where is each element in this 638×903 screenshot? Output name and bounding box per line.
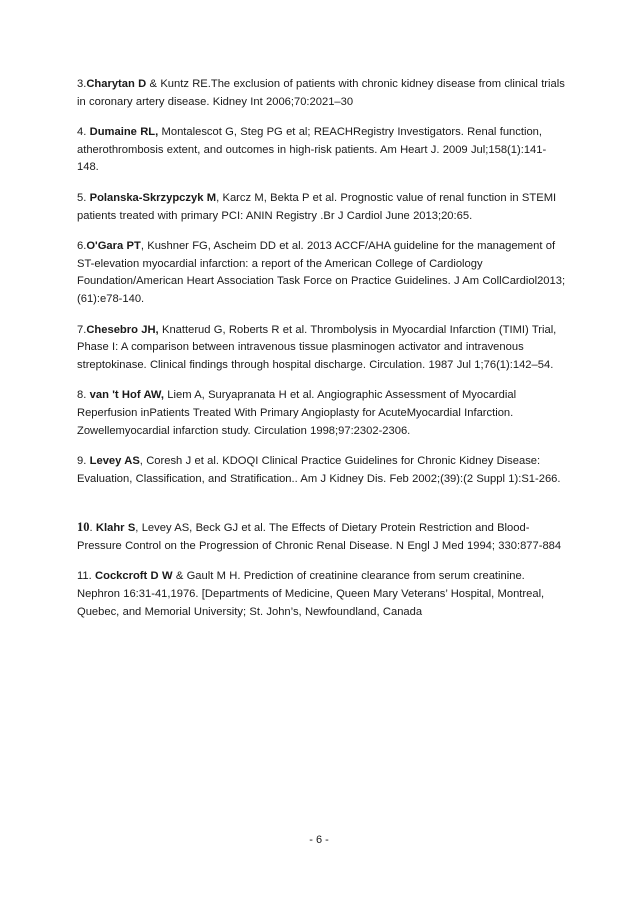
reference-number: 4. <box>77 126 90 139</box>
reference-authors: Klahr S <box>95 522 136 535</box>
reference-4 <box>77 124 567 177</box>
reference-authors: Dumaine RL, <box>89 126 159 139</box>
reference-text: , Coresh J et al. KDOQI Clinical Practice Guidelines for Chronic Kidney Disease: Evaluation, Classification, and Stratification.. Am J Kidney Dis. Feb 2002;(39):(2 Suppl 1):S1-266. <box>77 455 561 485</box>
reference-number-separator: . <box>89 522 96 535</box>
reference-authors: van 't Hof AW, <box>89 389 164 402</box>
reference-11 <box>77 568 567 621</box>
reference-number: 8. <box>77 389 90 402</box>
reference-number: 10 <box>77 520 90 535</box>
reference-authors: O'Gara PT <box>86 240 141 253</box>
reference-number: 3. <box>77 78 87 90</box>
reference-number: 9. <box>77 455 90 468</box>
reference-7 <box>77 322 567 375</box>
reference-text: Liem A, Suryapranata H et al. Angiographic Assessment of Myocardial Reperfusion inPatients Treated With Primary Angioplasty for AcuteMyocardial Infarction. Zowellemyocardial infarction study. Circulation 1998;97:2302-2306. <box>77 389 517 437</box>
reference-number: 11. <box>77 570 96 583</box>
reference-authors: Charytan D <box>86 78 147 90</box>
reference-text: , Kushner FG, Ascheim DD et al. 2013 ACCF/AHA guideline for the management of ST-elevation myocardial infarction: a report of the American College of Cardiology Foundation/American Heart Association Task Force on Practice Guidelines. J Am CollCardiol2013;(61):e78-140. <box>77 240 566 305</box>
reference-authors: Chesebro JH, <box>86 323 159 336</box>
reference-number: 5. <box>77 191 90 204</box>
reference-text: , Karcz M, Bekta P et al. Prognostic value of renal function in STEMI patients treated with primary PCI: ANIN Registry .Br J Cardiol June 2013;20:65. <box>77 191 557 222</box>
reference-text: Montalescot G, Steg PG et al; REACHRegistry Investigators. Renal function, atherothrombosis extent, and outcomes in high-risk patients. Am Heart J. 2009 Jul;158(1):141-148. <box>77 126 547 174</box>
reference-list <box>77 76 567 621</box>
page-number: - 6 - <box>309 834 329 846</box>
reference-number: 6. <box>77 240 87 253</box>
reference-10 <box>77 519 567 555</box>
reference-6 <box>77 238 567 308</box>
reference-text: Knatterud G, Roberts R et al. Thrombolysis in Myocardial Infarction (TIMI) Trial, Phase I: A comparison between intravenous tissue plasminogen activator and intravenous streptokinase. Clinical findings through hospital discharge. Circulation. 1987 Jul 1;76(1):142–54. <box>77 323 557 371</box>
reference-9 <box>77 453 567 488</box>
reference-5 <box>77 190 567 225</box>
reference-authors: Cockcroft D W <box>95 570 173 583</box>
reference-8 <box>77 387 567 440</box>
reference-authors: Polanska-Skrzypczyk M <box>89 191 217 204</box>
reference-text: & Kuntz RE.The exclusion of patients with chronic kidney disease from clinical trials in coronary artery disease. Kidney Int 2006;70:2021–30 <box>77 78 565 108</box>
reference-authors: Levey AS <box>89 455 140 468</box>
reference-number: 7. <box>77 323 87 336</box>
reference-text: & Gault M H. Prediction of creatinine clearance from serum creatinine. Nephron 16:31-41,1976. [Departments of Medicine, Queen Mary Veterans’ Hospital, Montreal, Quebec, and Memorial University; St. John’s, Newfoundland, Canada <box>77 570 545 618</box>
reference-text: , Levey AS, Beck GJ et al. The Effects of Dietary Protein Restriction and Blood-Pressure Control on the Progression of Chronic Renal Disease. N Engl J Med 1994; 330:877-884 <box>77 522 562 552</box>
reference-3 <box>77 76 567 111</box>
